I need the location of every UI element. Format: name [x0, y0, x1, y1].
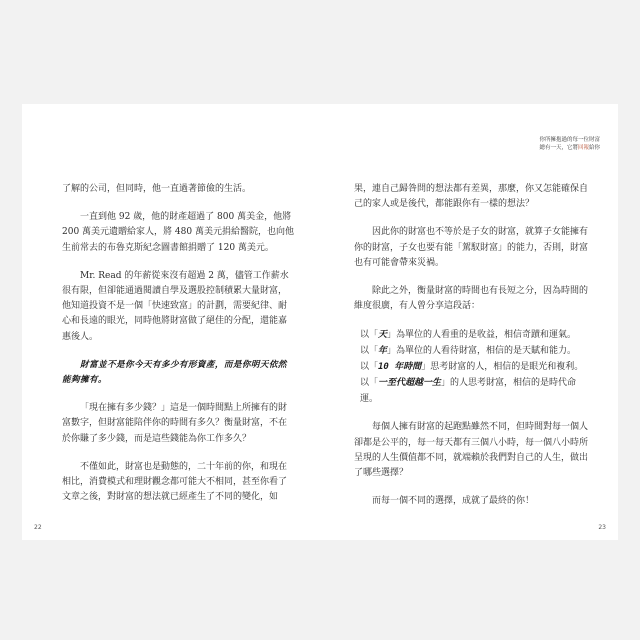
list-item	[354, 327, 592, 343]
list-item-text: 」思考財富的人，相信的是眼光和複利。	[421, 362, 584, 373]
header-line: 你所擁抱過的每一位財富	[539, 137, 600, 143]
time-scale-list	[354, 327, 592, 407]
list-item-prefix: 以「	[360, 362, 379, 373]
list-item	[354, 343, 592, 359]
right-page-body	[354, 182, 592, 522]
list-item	[354, 375, 592, 407]
list-item-highlight: 一至代超越一生	[378, 378, 442, 389]
paragraph: 因此你的財富也不等於是子女的財富，就算子女能擁有你的財富，子女也要有能「駕馭財富」的能力，否則，財富也有可能會帶來災禍。	[354, 227, 589, 268]
header-line	[539, 144, 600, 152]
header-accent-text: 回報	[577, 145, 589, 151]
running-header	[539, 136, 600, 152]
paragraph: 除此之外，衡量財富的時間也有長短之分，因為時間的維度很廣，有人曾分享這段話：	[354, 286, 589, 312]
left-page	[22, 104, 320, 540]
paragraph: 而每一個不同的選擇，成就了最終的你！	[372, 496, 535, 507]
list-item-prefix: 以「	[360, 378, 379, 389]
list-item-text: 」為單位的人看重的是收益，相信奇蹟和運氣。	[387, 330, 577, 341]
left-page-body	[62, 182, 294, 518]
list-item	[354, 359, 592, 375]
page-number: 23	[598, 524, 606, 531]
header-text: 給你	[588, 145, 600, 151]
paragraph: 不僅如此，財富也是動態的，二十年前的你，和現在相比，消費模式和理財觀念都可能大不相同，甚至你看了文章之後，對財富的想法就已經產生了不同的變化，如	[62, 461, 288, 503]
paragraph: Mr. Read 的年薪從來沒有超過 2 萬，儘管工作薪水很有限，但卻能通過閱讀自學及選股控制積累大量財富，他知道投資不是一個「快速致富」的計劃，需要紀律、耐心和長遠的眼光，同時他將財富做了絕佳的分配，還能嘉惠後人。	[62, 270, 289, 342]
paragraph: 了解的公司，但同時，他一直過著節儉的生活。	[62, 184, 252, 194]
paragraph: 果，連自己歸咎問的想法都有差異，那麼，你又怎能確保自己的家人或是後代，都能跟你有一樣的想法？	[354, 184, 589, 210]
paragraph: 一直到他 92 歲，他的財產超過了 800 萬美金，他將 200 萬美元遺贈給家人，將 480 萬美元捐給醫院，也向他生前常去的布魯克斯紀念圖書館捐贈了 120 萬美元。	[62, 212, 294, 253]
list-item-highlight: 年	[378, 346, 388, 357]
paragraph: 每個人擁有財富的起跑點雖然不同，但時間對每一個人卻都是公平的，每一每天都有三個八小時，每一個八小時所呈現的人生價值都不同，就端賴於我們對自己的人生，做出了哪些選擇？	[354, 422, 589, 479]
handwritten-quote: 財富並不是你今天有多少有形資產，而是你明天依然能夠擁有。	[62, 359, 287, 386]
page-number: 22	[34, 524, 42, 531]
list-item-prefix: 以「	[360, 346, 379, 357]
list-item-text: 」為單位的人看待財富，相信的是天賦和能力。	[387, 346, 577, 357]
right-page	[320, 104, 618, 540]
list-item-prefix: 以「	[360, 330, 379, 341]
list-item-highlight: 10 年時間	[378, 362, 422, 373]
header-text: 總有一天，它將	[539, 145, 578, 151]
book-spread	[22, 104, 618, 540]
list-item-highlight: 天	[378, 330, 388, 341]
paragraph: 「現在擁有多少錢？」這是一個時間點上所擁有的財富數字，但財富能陪伴你的時間有多久？衡量財富，不在於你賺了多少錢，而是這些錢能為你工作多久？	[62, 403, 288, 444]
list-item-text: 」的人思考財富，相信的是時代命運。	[360, 378, 577, 405]
